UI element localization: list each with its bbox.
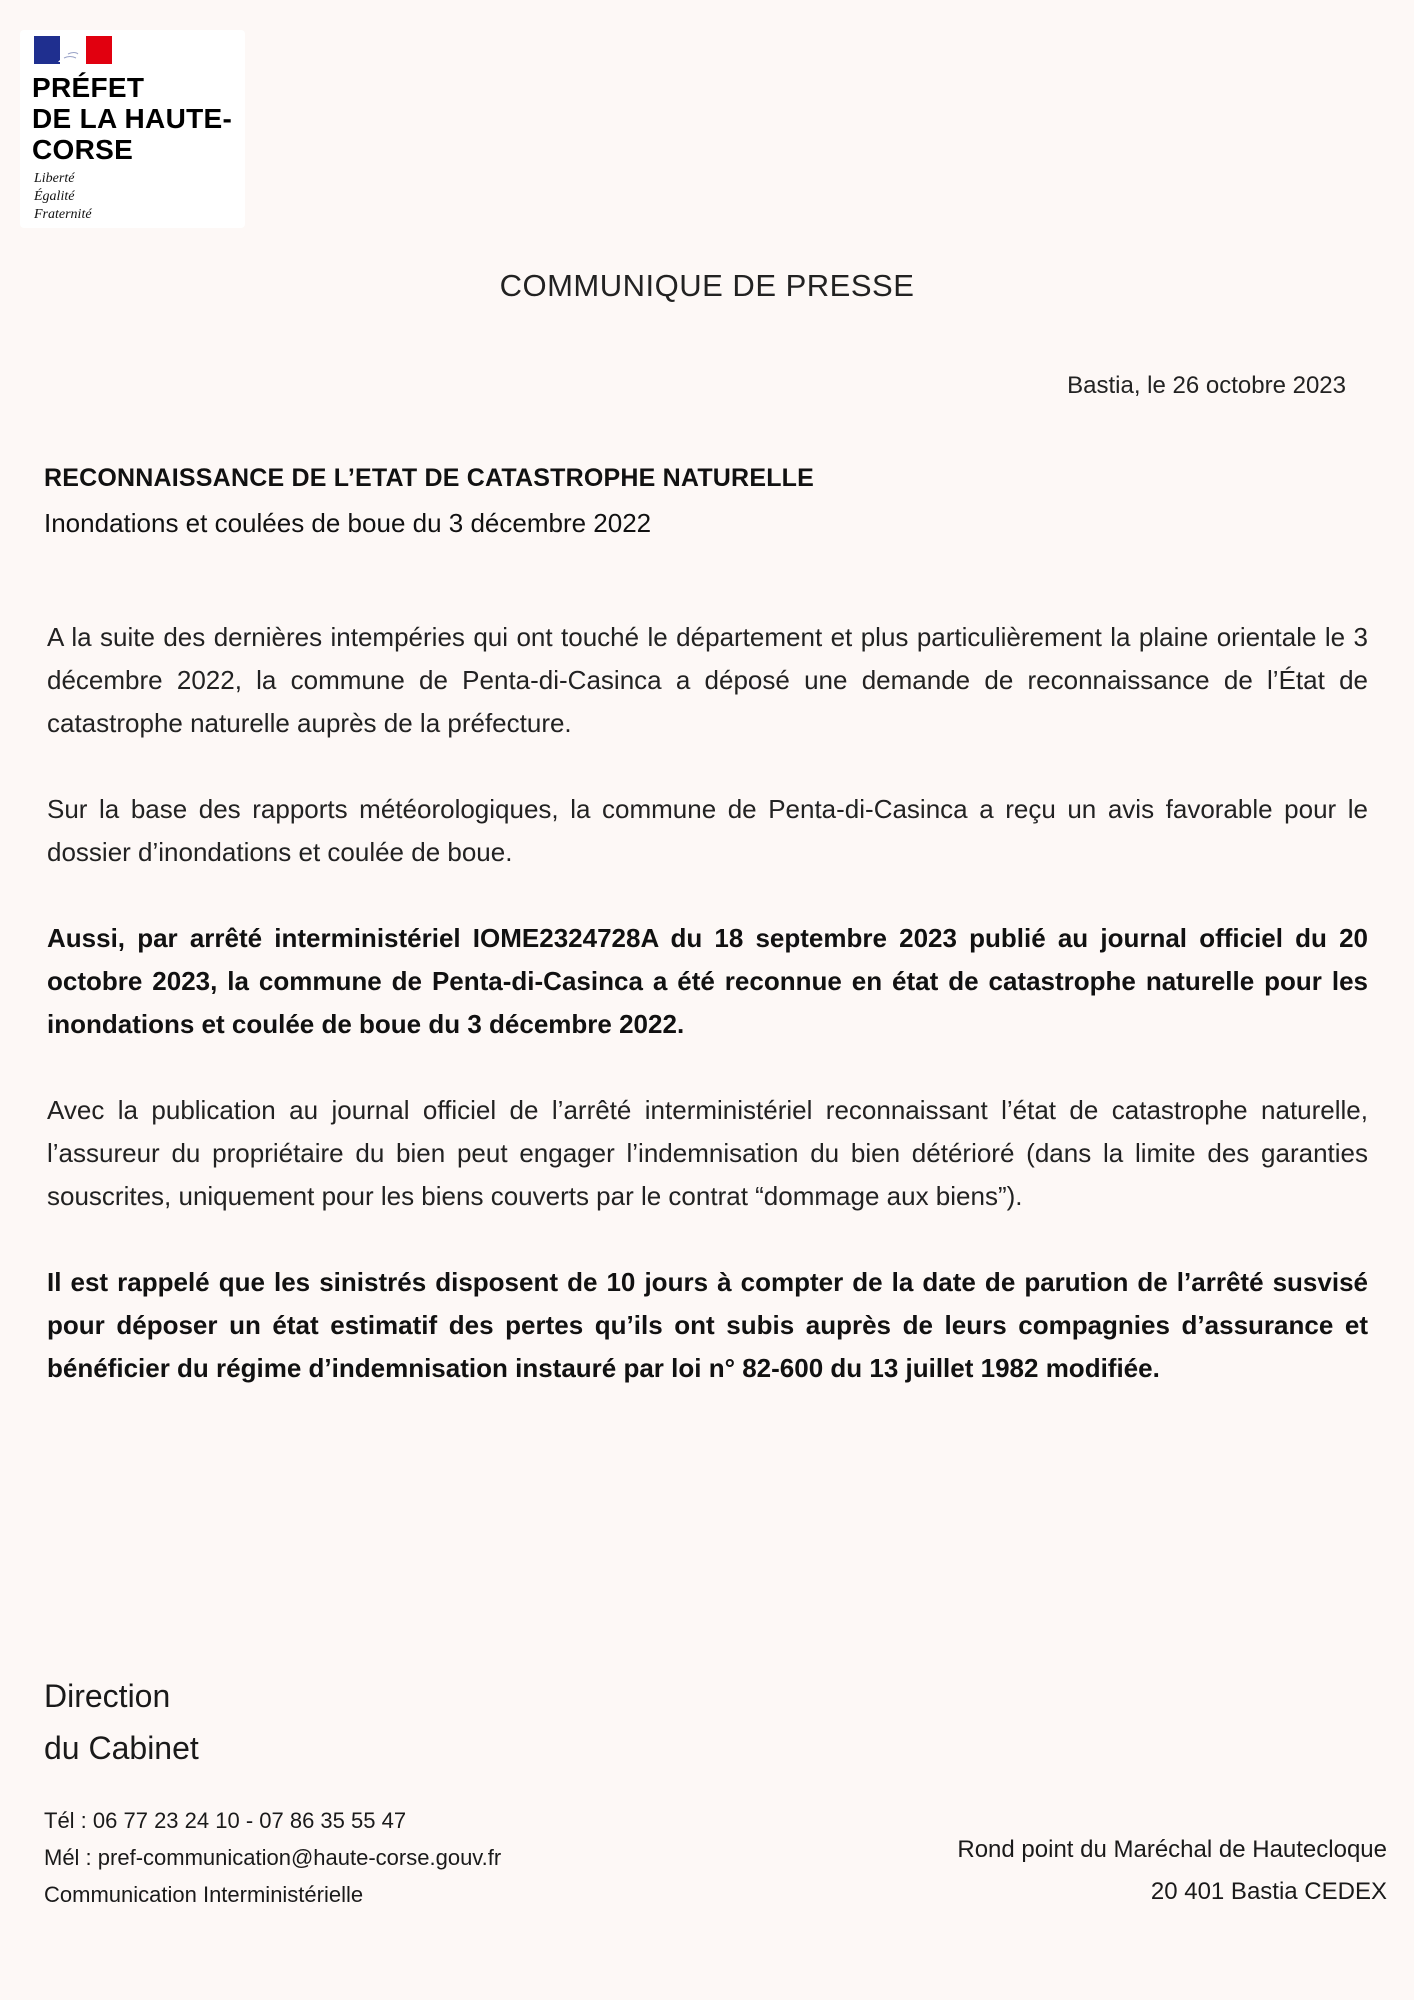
motto-line: Fraternité [34, 207, 92, 222]
direction-line: Direction [44, 1678, 171, 1714]
motto-line: Égalité [34, 189, 75, 204]
body-paragraph: A la suite des dernières intempéries qui ont touché le département et plus particulièrement la plaine orientale le 3 décembre 2022, la commune de Penta-di-Casinca a déposé une demande de reconnaissance de l’État de catastrophe naturelle auprès de la préfecture. [47, 622, 1368, 738]
subject-subtitle: Inondations et coulées de boue du 3 décembre 2022 [44, 508, 652, 538]
logo-title-line: DE LA HAUTE- [32, 103, 233, 134]
press-release-body [47, 616, 1368, 1433]
body-paragraph: Sur la base des rapports météorologiques, la commune de Penta-di-Casinca a reçu un avis favorable pour le dossier d’inondations et coulée de boue. [47, 794, 1368, 867]
postal-address [957, 1829, 1387, 1913]
contact-email: Mél : pref-communication@haute-corse.gouv.fr [44, 1845, 502, 1870]
prefecture-logo [20, 30, 245, 228]
direction-line: du Cabinet [44, 1730, 199, 1766]
body-paragraph: Avec la publication au journal officiel de l’arrêté interministériel reconnaissant l’état de catastrophe naturelle, l’assureur du propriétaire du bien peut engager l’indemnisation du bien détérioré (dans la limite des garanties souscrites, uniquement pour les biens couverts par le contrat “dommage aux biens”). [47, 1095, 1368, 1211]
contact-phone: Tél : 06 77 23 24 10 - 07 86 35 55 47 [44, 1808, 407, 1833]
logo-title [32, 72, 232, 165]
address-line: 20 401 Bastia CEDEX [1150, 1878, 1387, 1905]
subject-title: RECONNAISSANCE DE L’ETAT DE CATASTROPHE NATURELLE [44, 464, 815, 492]
contact-block [44, 1802, 501, 1913]
logo-motto [34, 170, 92, 224]
logo-title-line: CORSE [32, 134, 134, 165]
body-paragraph-bold: Il est rappelé que les sinistrés disposent de 10 jours à compter de la date de parution de l’arrêté susvisé pour déposer un état estimatif des pertes qu’ils ont subis auprès de leurs compagnies d’assurance et bénéficier du régime d’indemnisation instauré par loi n° 82-600 du 13 juillet 1982 modifiée. [47, 1267, 1368, 1383]
logo-title-line: PRÉFET [32, 72, 145, 103]
document-type-heading: COMMUNIQUE DE PRESSE [499, 268, 915, 303]
contact-service: Communication Interministérielle [44, 1882, 364, 1907]
issuing-direction [44, 1670, 199, 1774]
address-line: Rond point du Maréchal de Hautecloque [957, 1836, 1387, 1863]
motto-line: Liberté [34, 171, 75, 186]
body-paragraph-bold: Aussi, par arrêté interministériel IOME2324728A du 18 septembre 2023 publié au journal officiel du 20 octobre 2023, la commune de Penta-di-Casinca a été reconnue en état de catastrophe naturelle pour les inondations et coulée de boue du 3 décembre 2022. [47, 923, 1368, 1039]
marianne-flag-icon [34, 36, 112, 64]
dateline: Bastia, le 26 octobre 2023 [1067, 372, 1346, 399]
